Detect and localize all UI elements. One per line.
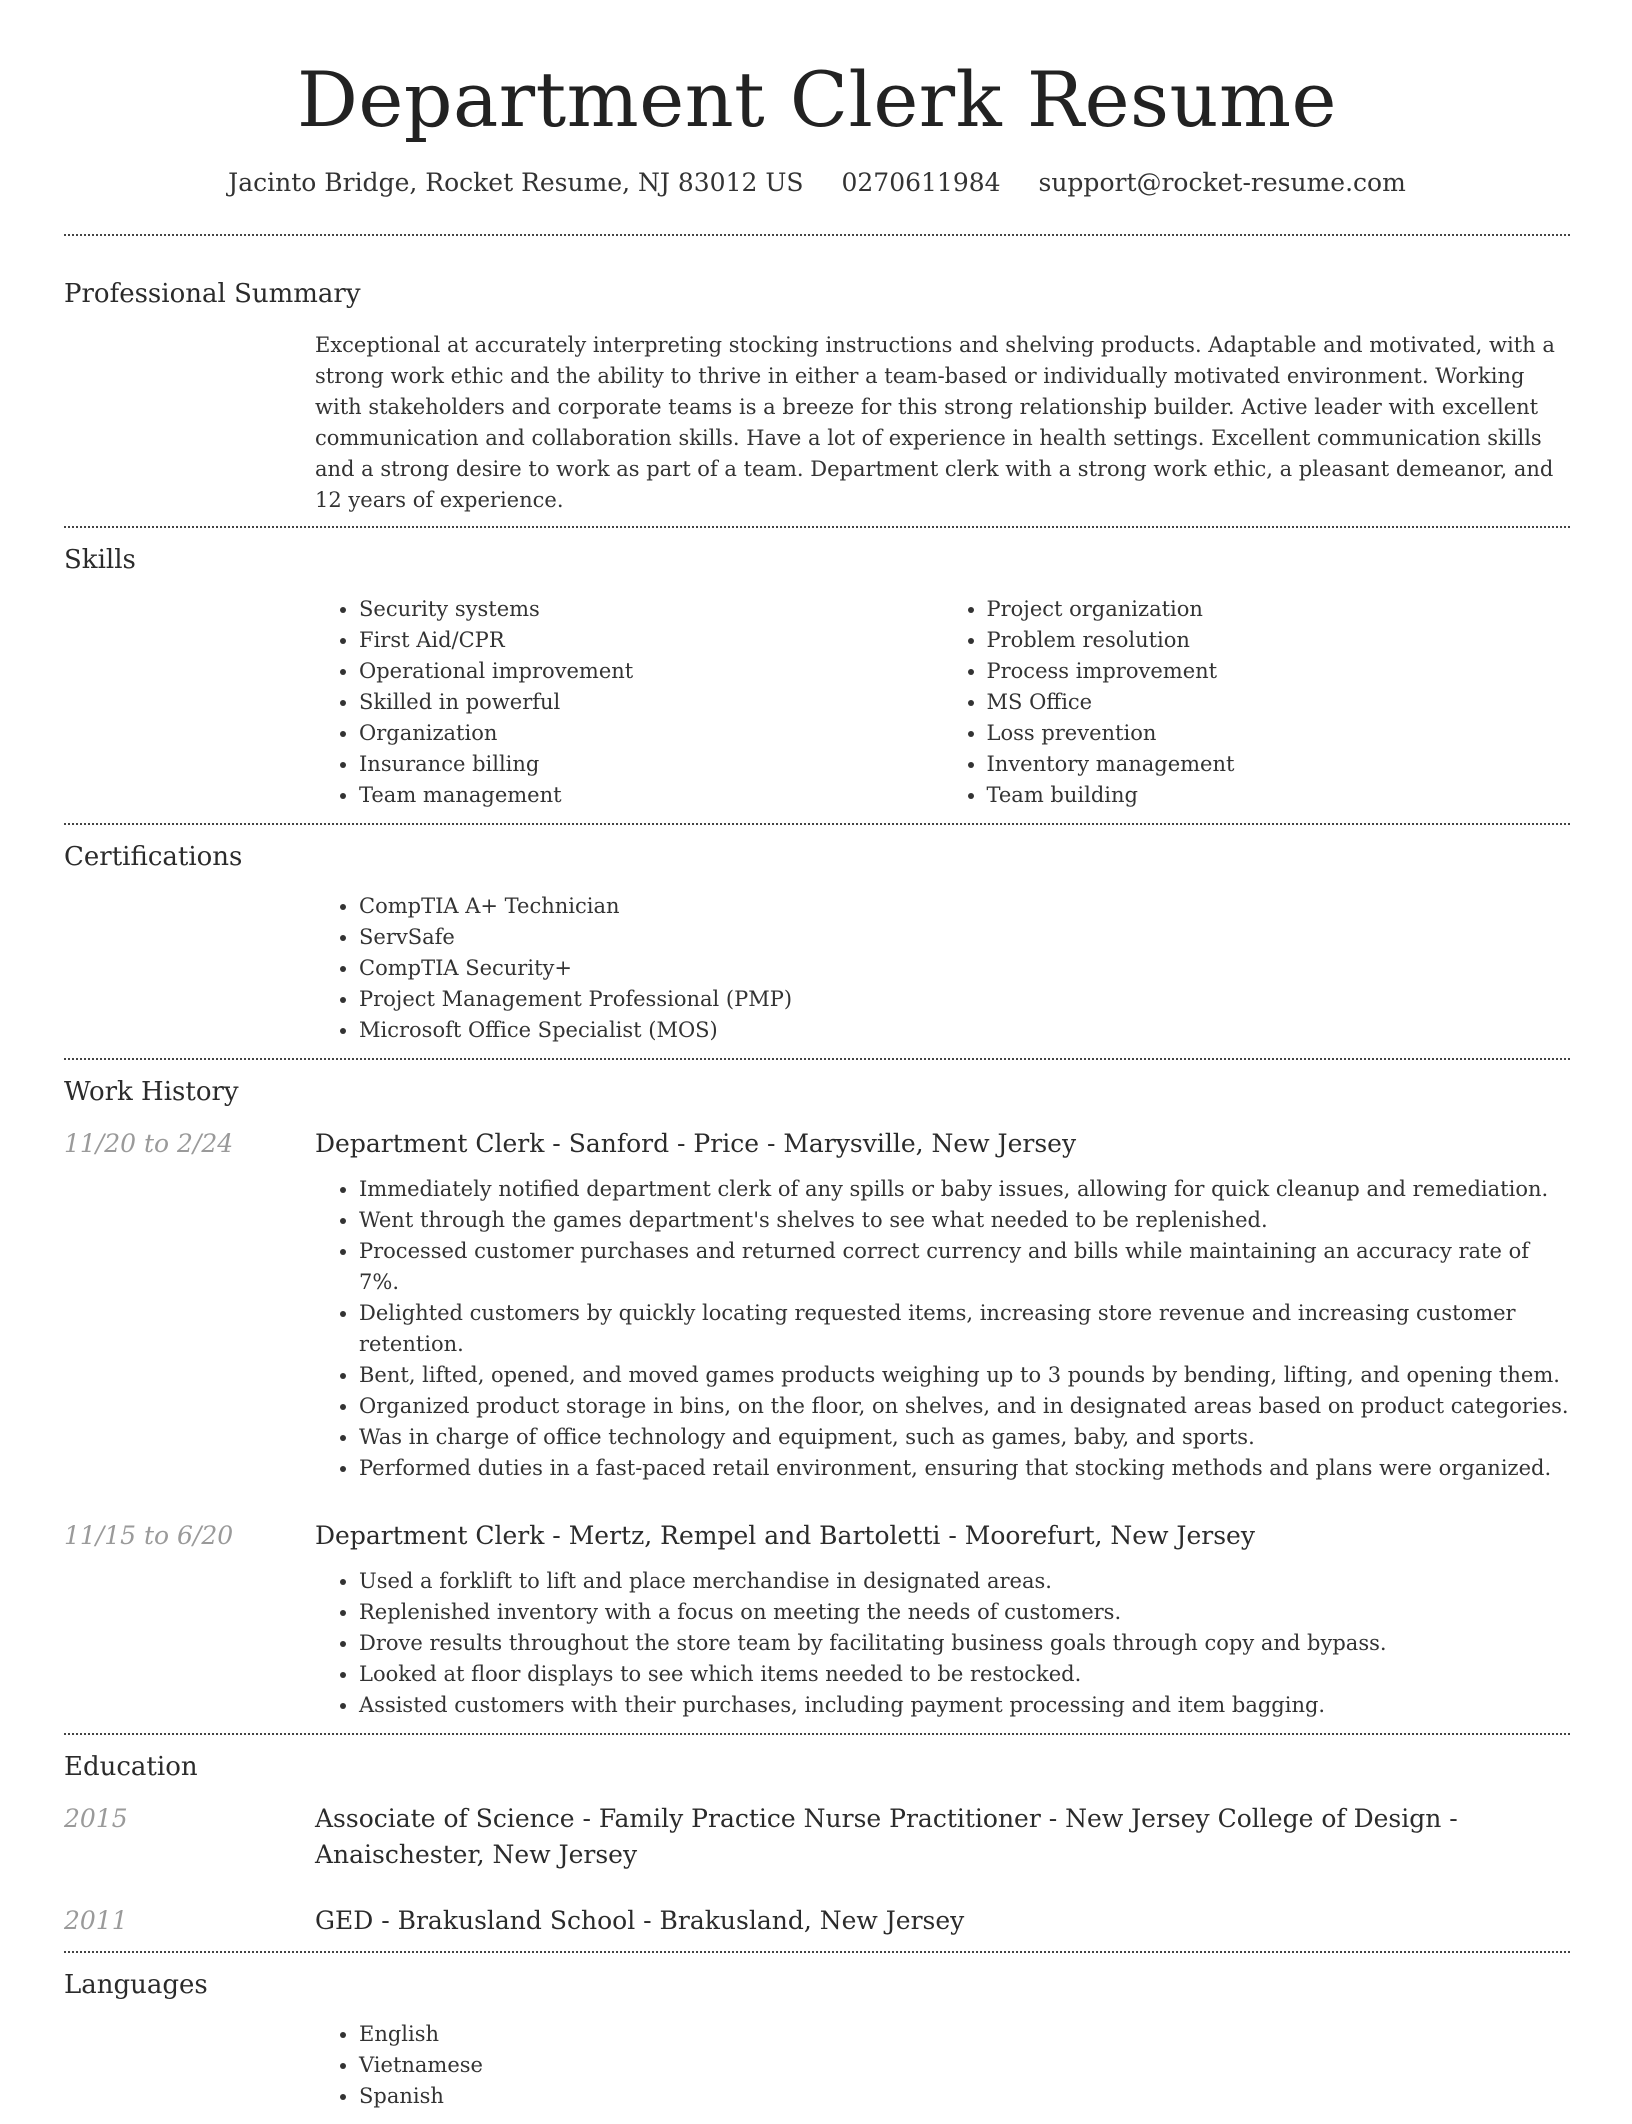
job-entry (64, 1126, 1570, 1162)
job-title: Department Clerk - Sanford - Price - Marysville, New Jersey (315, 1129, 1077, 1158)
job-bullet: • Performed duties in a fast-paced retail environment, ensuring that stocking methods and plans were organized. (359, 1453, 1570, 1484)
certification-item: • Project Management Professional (PMP) (359, 984, 1570, 1015)
education-date: 2011 (64, 1906, 128, 1935)
job-bullets (315, 1174, 1570, 1484)
job-title: Department Clerk - Mertz, Rempel and Bartoletti - Moorefurt, New Jersey (315, 1521, 1255, 1550)
certification-item: • ServSafe (359, 922, 1570, 953)
education-date: 2015 (64, 1804, 128, 1833)
section-heading-languages: Languages (64, 1970, 208, 2000)
language-item: • Vietnamese (359, 2050, 1570, 2081)
section-heading-certifications: Certifications (64, 842, 243, 872)
skill-item: • Project organization (987, 594, 1571, 625)
job-bullet: • Was in charge of office technology and equipment, such as games, baby, and sports. (359, 1422, 1570, 1453)
certification-item: • CompTIA Security+ (359, 953, 1570, 984)
job-bullet-list (315, 1566, 1570, 1721)
section-divider (64, 234, 1570, 236)
section-heading-work: Work History (64, 1077, 239, 1107)
section-divider (64, 526, 1570, 528)
section-heading-skills: Skills (64, 545, 136, 575)
summary-section (64, 276, 1570, 526)
skill-item: • Operational improvement (359, 656, 943, 687)
contact-phone: 0270611984 (841, 168, 1001, 197)
job-date: 11/20 to 2/24 (64, 1129, 234, 1158)
languages-list (315, 2019, 1570, 2112)
summary-text: Exceptional at accurately interpreting stocking instructions and shelving products. Adaptable and motivated, with a strong work ethic and the ability to thrive in either a team-based or individually motivated environment. Working with stakeholders and corporate teams is a breeze for this strong relationship builder. Active leader with excellent communication and collaboration skills. Have a lot of experience in health settings. Excellent communication skills and a strong desire to work as part of a team. Department clerk with a strong work ethic, a pleasant demeanor, and 12 years of experience. (315, 333, 1555, 512)
section-heading-education: Education (64, 1752, 198, 1782)
skill-item: • Team management (359, 780, 943, 811)
skill-item: • Team building (987, 780, 1571, 811)
certification-item: • Microsoft Office Specialist (MOS) (359, 1015, 1570, 1046)
education-section (64, 1749, 1570, 1951)
job-bullet: • Immediately notified department clerk of any spills or baby issues, allowing for quick cleanup and remediation. (359, 1174, 1570, 1205)
section-divider (64, 1058, 1570, 1060)
skills-list-right (943, 594, 1571, 811)
job-bullet: • Processed customer purchases and returned correct currency and bills while maintaining an accuracy rate of 7%. (359, 1236, 1570, 1298)
certifications-list (315, 891, 1570, 1046)
skill-item: • Inventory management (987, 749, 1571, 780)
skill-item: • MS Office (987, 687, 1571, 718)
languages-section (64, 1967, 1570, 2124)
education-title: GED - Brakusland School - Brakusland, New Jersey (315, 1906, 965, 1935)
section-divider (64, 823, 1570, 825)
skill-item: • Loss prevention (987, 718, 1571, 749)
job-bullet: • Looked at floor displays to see which items needed to be restocked. (359, 1659, 1570, 1690)
skill-item: • Organization (359, 718, 943, 749)
skill-item: • First Aid/CPR (359, 625, 943, 656)
job-bullet: • Delighted customers by quickly locating requested items, increasing store revenue and increasing customer retention. (359, 1298, 1570, 1360)
job-bullet: • Used a forklift to lift and place merchandise in designated areas. (359, 1566, 1570, 1597)
certifications-section (64, 839, 1570, 1058)
work-history-section (64, 1074, 1570, 1733)
section-divider (64, 1951, 1570, 1953)
education-entry (64, 1903, 1570, 1951)
job-bullet: • Bent, lifted, opened, and moved games products weighing up to 3 pounds by bending, lifting, and opening them. (359, 1360, 1570, 1391)
education-title: Associate of Science - Family Practice Nurse Practitioner - New Jersey College of Design - Anaischester, New Jersey (315, 1804, 1458, 1869)
job-bullet: • Went through the games department's shelves to see what needed to be replenished. (359, 1205, 1570, 1236)
job-bullets (315, 1566, 1570, 1733)
skills-section (64, 542, 1570, 823)
languages-block (315, 2019, 1570, 2124)
job-date: 11/15 to 6/20 (64, 1521, 234, 1550)
section-heading-summary: Professional Summary (64, 279, 361, 309)
resume-title: Department Clerk Resume (296, 55, 1338, 144)
skills-list-left (315, 594, 943, 811)
language-item: • Spanish (359, 2081, 1570, 2112)
job-bullet: • Organized product storage in bins, on the floor, on shelves, and in designated areas based on product categories. (359, 1391, 1570, 1422)
language-item: • English (359, 2019, 1570, 2050)
job-bullet: • Drove results throughout the store team by facilitating business goals through copy and bypass. (359, 1628, 1570, 1659)
contact-address: Jacinto Bridge, Rocket Resume, NJ 83012 US (228, 168, 804, 197)
skill-item: • Process improvement (987, 656, 1571, 687)
job-bullet: • Assisted customers with their purchases, including payment processing and item bagging. (359, 1690, 1570, 1721)
job-entry (64, 1518, 1570, 1554)
certification-item: • CompTIA A+ Technician (359, 891, 1570, 922)
job-bullet: • Replenished inventory with a focus on meeting the needs of customers. (359, 1597, 1570, 1628)
skill-item: • Insurance billing (359, 749, 943, 780)
skill-item: • Skilled in powerful (359, 687, 943, 718)
section-divider (64, 1733, 1570, 1735)
contact-line (64, 166, 1570, 200)
job-bullet-list (315, 1174, 1570, 1484)
education-entry (64, 1801, 1570, 1873)
contact-email: support@rocket-resume.com (1038, 168, 1406, 197)
skill-item: • Security systems (359, 594, 943, 625)
certifications-block (315, 891, 1570, 1058)
resume-page (64, 0, 1570, 2124)
skill-item: • Problem resolution (987, 625, 1571, 656)
skills-columns (315, 594, 1570, 823)
